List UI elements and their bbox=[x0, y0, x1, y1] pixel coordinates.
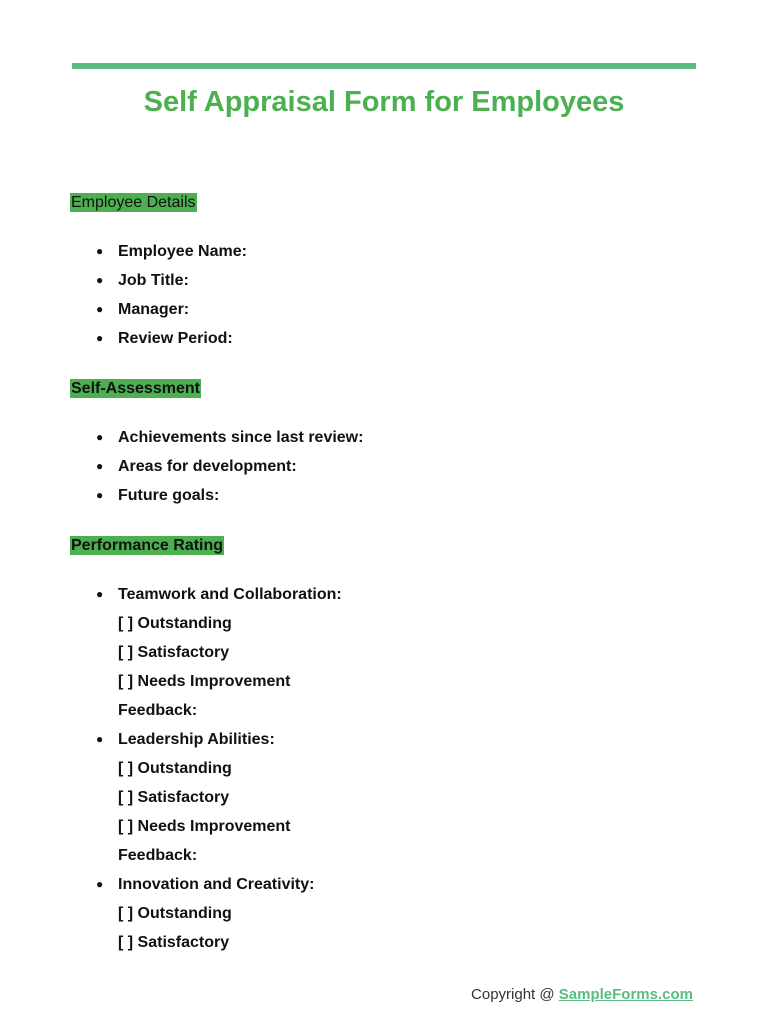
bullet-icon: ● bbox=[96, 459, 104, 473]
list-item: ● Areas for development: bbox=[70, 452, 690, 481]
bullet-icon: ● bbox=[96, 244, 104, 258]
list-item: ● Review Period: bbox=[70, 324, 690, 353]
list-item: ● Future goals: bbox=[70, 481, 690, 510]
feedback-label: Feedback: bbox=[118, 702, 198, 719]
bullet-icon: ● bbox=[96, 273, 104, 287]
rating-option[interactable]: [ ] Outstanding bbox=[118, 615, 232, 632]
bullet-icon: ● bbox=[96, 331, 104, 345]
bullet-icon: ● bbox=[96, 302, 104, 316]
top-divider bbox=[72, 63, 696, 69]
employee-details-list bbox=[70, 237, 690, 353]
feedback-label: Feedback: bbox=[118, 847, 198, 864]
bullet-icon: ● bbox=[96, 430, 104, 444]
rating-option[interactable]: [ ] Needs Improvement bbox=[118, 818, 291, 835]
rating-item-innovation: ● Innovation and Creativity: bbox=[70, 870, 690, 899]
copyright-text: Copyright @ bbox=[471, 986, 559, 1003]
bullet-icon: ● bbox=[96, 732, 104, 746]
section-heading-self-assessment: Self-Assessment bbox=[71, 380, 200, 397]
rating-item-leadership: ● Leadership Abilities: bbox=[70, 725, 690, 754]
bullet-icon: ● bbox=[96, 877, 104, 891]
list-item: ● Achievements since last review: bbox=[70, 423, 690, 452]
rating-item-teamwork: ● Teamwork and Collaboration: bbox=[70, 580, 690, 609]
performance-rating-list bbox=[70, 580, 690, 957]
self-assessment-list bbox=[70, 423, 690, 510]
rating-option[interactable]: [ ] Satisfactory bbox=[118, 644, 230, 661]
bullet-icon: ● bbox=[96, 488, 104, 502]
rating-option[interactable]: [ ] Outstanding bbox=[118, 905, 232, 922]
list-item: ● Manager: bbox=[70, 295, 690, 324]
sampleforms-link[interactable]: SampleForms.com bbox=[558, 986, 693, 1003]
form-content bbox=[70, 193, 690, 983]
footer bbox=[471, 986, 693, 1003]
list-item: ● Job Title: bbox=[70, 266, 690, 295]
rating-option[interactable]: [ ] Needs Improvement bbox=[118, 673, 291, 690]
page-title: Self Appraisal Form for Employees bbox=[143, 86, 625, 118]
rating-option[interactable]: [ ] Satisfactory bbox=[118, 789, 230, 806]
list-item: ● Employee Name: bbox=[70, 237, 690, 266]
bullet-icon: ● bbox=[96, 587, 104, 601]
section-heading-employee-details: Employee Details bbox=[71, 194, 196, 211]
rating-option[interactable]: [ ] Outstanding bbox=[118, 760, 232, 777]
rating-option[interactable]: [ ] Satisfactory bbox=[118, 934, 230, 951]
section-heading-performance-rating: Performance Rating bbox=[71, 537, 224, 554]
